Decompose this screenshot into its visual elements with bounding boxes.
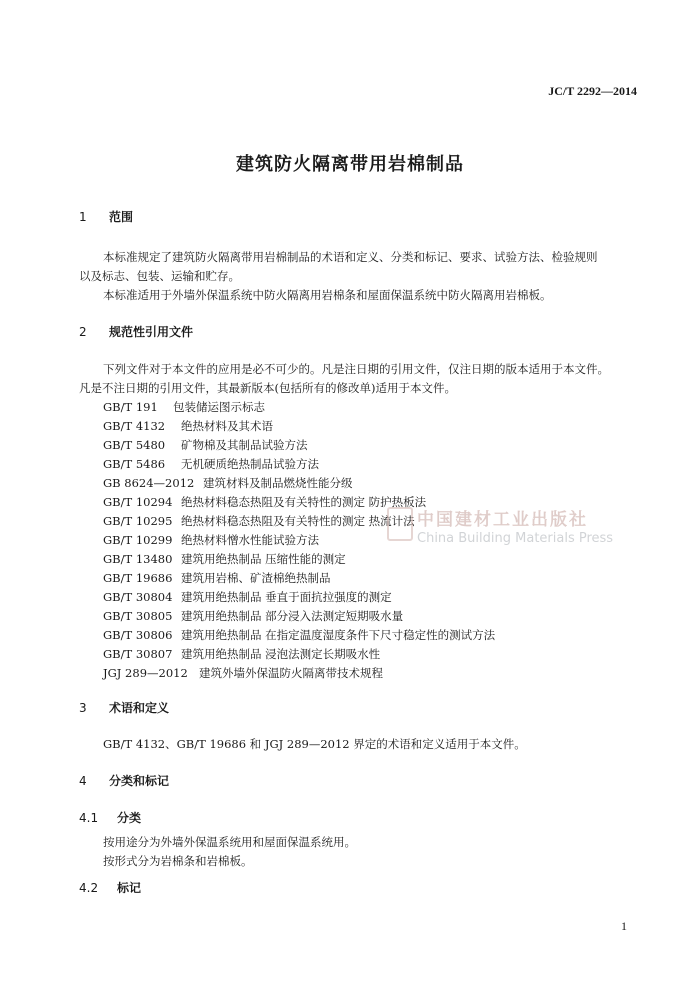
section-number: 1 <box>79 210 87 224</box>
reference-title: 建筑用岩棉、矿渣棉绝热制品 <box>181 571 331 585</box>
reference-item <box>103 437 308 453</box>
reference-item <box>103 646 380 662</box>
section-1-heading <box>79 208 133 225</box>
section-number: 4.1 <box>79 811 99 825</box>
reference-code: GB/T 5480 <box>103 438 166 452</box>
reference-code: GB/T 5486 <box>103 457 166 471</box>
reference-item <box>103 475 353 491</box>
section-title: 标记 <box>117 881 142 895</box>
reference-code: GB/T 30804 <box>103 590 173 604</box>
reference-title: 建筑用绝热制品 压缩性能的测定 <box>181 552 346 566</box>
reference-item <box>103 589 392 605</box>
section-1-paragraph-2: 本标准适用于外墙外保温系统中防火隔离用岩棉条和屋面保温系统中防火隔离用岩棉板。 <box>103 288 552 302</box>
section-4-1-paragraph-1: 按用途分为外墙外保温系统用和屋面保温系统用。 <box>103 835 356 849</box>
reference-item <box>103 456 319 472</box>
section-title: 分类和标记 <box>109 774 170 788</box>
reference-item <box>103 665 383 681</box>
section-4-heading <box>79 772 169 789</box>
reference-code: GB/T 4132 <box>103 419 166 433</box>
reference-title: 建筑用绝热制品 在指定温度湿度条件下尺寸稳定性的测试方法 <box>181 628 496 642</box>
reference-item <box>103 551 346 567</box>
reference-title: 建筑材料及制品燃烧性能分级 <box>203 476 353 490</box>
reference-item <box>103 532 319 548</box>
reference-code: GB/T 30805 <box>103 609 173 623</box>
section-title: 范围 <box>109 210 134 224</box>
reference-item <box>103 513 415 529</box>
section-number: 4.2 <box>79 881 99 895</box>
reference-code: GB/T 30806 <box>103 628 173 642</box>
document-title: 建筑防火隔离带用岩棉制品 <box>236 154 464 175</box>
section-3-paragraph-1: GB/T 4132、GB/T 19686 和 JGJ 289—2012 界定的术语和定义适用于本文件。 <box>103 737 526 751</box>
reference-item <box>103 627 495 643</box>
section-number: 4 <box>79 774 87 788</box>
watermark-chinese: 中国建材工业出版社 <box>417 510 588 530</box>
reference-title: 绝热材料及其术语 <box>181 419 273 433</box>
reference-code: GB/T 10295 <box>103 514 173 528</box>
section-number: 2 <box>79 325 87 339</box>
reference-item <box>103 608 403 624</box>
reference-title: 绝热材料稳态热阻及有关特性的测定 热流计法 <box>181 514 415 528</box>
publisher-logo-icon <box>387 507 413 541</box>
reference-code: GB/T 10299 <box>103 533 173 547</box>
section-2-intro-b: 凡是不注日期的引用文件，其最新版本(包括所有的修改单)适用于本文件。 <box>79 381 456 395</box>
reference-code: GB 8624—2012 <box>103 476 195 490</box>
reference-code: GB/T 10294 <box>103 495 173 509</box>
reference-item <box>103 418 273 434</box>
section-title: 术语和定义 <box>109 701 170 715</box>
reference-title: 建筑外墙外保温防火隔离带技术规程 <box>199 666 383 680</box>
reference-title: 建筑用绝热制品 部分浸入法测定短期吸水量 <box>181 609 404 623</box>
section-1-paragraph-1a: 本标准规定了建筑防火隔离带用岩棉制品的术语和定义、分类和标记、要求、试验方法、检验规则 <box>103 250 598 264</box>
reference-item <box>103 570 331 586</box>
reference-title: 矿物棉及其制品试验方法 <box>181 438 308 452</box>
reference-title: 绝热材料稳态热阻及有关特性的测定 防护热板法 <box>181 495 427 509</box>
reference-code: GB/T 19686 <box>103 571 173 585</box>
section-4-2-heading <box>79 879 141 896</box>
reference-title: 绝热材料憎水性能试验方法 <box>181 533 319 547</box>
section-4-1-paragraph-2: 按形式分为岩棉条和岩棉板。 <box>103 854 253 868</box>
reference-code: GB/T 13480 <box>103 552 173 566</box>
reference-code: JGJ 289—2012 <box>103 666 188 680</box>
reference-title: 无机硬质绝热制品试验方法 <box>181 457 319 471</box>
reference-item <box>103 399 265 415</box>
section-number: 3 <box>79 701 87 715</box>
reference-code: GB/T 191 <box>103 400 158 414</box>
section-title: 规范性引用文件 <box>109 325 194 339</box>
page-number: 1 <box>621 919 627 933</box>
section-2-heading <box>79 323 193 340</box>
section-4-1-heading <box>79 809 141 826</box>
reference-title: 建筑用绝热制品 垂直于面抗拉强度的测定 <box>181 590 392 604</box>
section-2-intro-a: 下列文件对于本文件的应用是必不可少的。凡是注日期的引用文件，仅注日期的版本适用于本文件。 <box>103 362 609 376</box>
reference-title: 包装储运图示标志 <box>173 400 265 414</box>
reference-code: GB/T 30807 <box>103 647 173 661</box>
standard-code: JC/T 2292—2014 <box>548 84 637 98</box>
reference-title: 建筑用绝热制品 浸泡法测定长期吸水性 <box>181 647 381 661</box>
section-3-heading <box>79 699 169 716</box>
watermark-english: China Building Materials Press <box>417 531 614 546</box>
section-title: 分类 <box>117 811 142 825</box>
section-1-paragraph-1b: 以及标志、包装、运输和贮存。 <box>79 269 240 283</box>
reference-item <box>103 494 426 510</box>
